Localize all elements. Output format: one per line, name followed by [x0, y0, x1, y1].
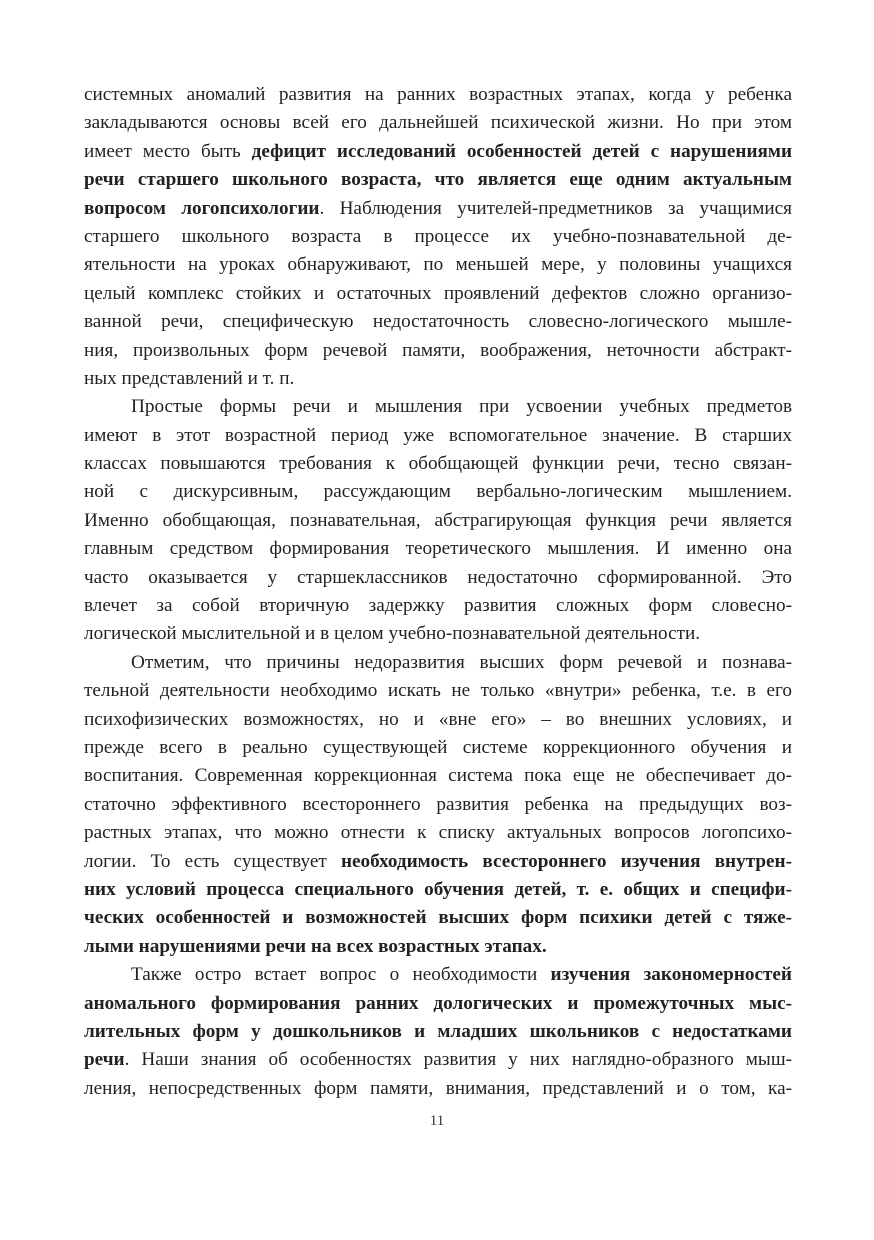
text-segment: ятельности на уроках обнаруживают, по меньшей мере, у половины учащихся [84, 254, 792, 276]
text-segment: растных этапах, что можно отнести к списку актуальных вопросов логопсихо- [84, 822, 792, 844]
text-segment: классах повышаются требования к обобщающей функции речи, тесно связан- [84, 453, 792, 475]
bold-text-segment: дефицит исследований особенностей детей с нарушениями [251, 140, 793, 162]
page-number: 11 [429, 1113, 445, 1129]
text-segment: логии. То есть существует [84, 850, 341, 872]
text-segment: статочно эффективного всестороннего развития ребенка на предыдущих воз- [84, 793, 792, 815]
text-line [84, 251, 792, 279]
text-line [84, 706, 792, 734]
text-segment: закладываются основы всей его дальнейшей психической жизни. Но при этом [84, 112, 792, 134]
text-line [84, 109, 792, 137]
bold-text-segment: лыми нарушениями речи на всех возрастных этапах. [84, 935, 547, 957]
text-line [84, 677, 792, 705]
text-line [84, 81, 792, 109]
text-segment: психофизических возможностях, но и «вне его» – во внешних условиях, и [84, 708, 792, 730]
text-segment: целый комплекс стойких и остаточных проявлений дефектов сложно организо- [84, 282, 792, 304]
bold-text-segment: вопросом логопсихологии [84, 197, 320, 219]
text-line [84, 1075, 792, 1103]
text-line [84, 564, 792, 592]
bold-text-segment: ческих особенностей и возможностей высших форм психики детей с тяже- [84, 907, 792, 929]
text-line [84, 308, 792, 336]
text-line [84, 620, 792, 648]
text-line [84, 478, 792, 506]
text-line [84, 904, 792, 932]
text-line [84, 848, 792, 876]
text-segment: прежде всего в реально существующей системе коррекционного обучения и [84, 736, 792, 758]
text-segment: . Наблюдения учителей-предметников за учащимися [319, 197, 792, 219]
text-segment: воспитания. Современная коррекционная система пока еще не обеспечивает до- [84, 765, 792, 787]
text-line [84, 1046, 792, 1074]
text-line [84, 592, 792, 620]
text-segment: часто оказывается у старшеклассников недостаточно сформированной. Это [84, 566, 792, 588]
text-line [84, 1018, 792, 1046]
bold-text-segment: изучения закономерностей [550, 964, 792, 986]
text-line [84, 791, 792, 819]
text-line [84, 450, 792, 478]
bold-text-segment: лительных форм у дошкольников и младших школьников с недостатками [84, 1020, 792, 1042]
text-segment: ной с дискурсивным, рассуждающим вербально-логическим мышлением. [84, 481, 792, 503]
bold-text-segment: речи старшего школьного возраста, что является еще одним актуальным [84, 169, 792, 191]
text-line [84, 734, 792, 762]
text-line [84, 649, 792, 677]
text-segment: Отметим, что причины недоразвития высших форм речевой и познава- [131, 651, 792, 673]
text-line [84, 223, 792, 251]
text-line [84, 138, 792, 166]
text-segment: ванной речи, специфическую недостаточность словесно-логического мышле- [84, 311, 792, 333]
text-segment: Также остро встает вопрос о необходимости [131, 964, 551, 986]
text-segment: . Наши знания об особенностях развития у них наглядно-образного мыш- [124, 1049, 792, 1071]
text-line [84, 876, 792, 904]
text-line [84, 933, 792, 961]
text-segment: старшего школьного возраста в процессе их учебно-познавательной де- [84, 225, 792, 247]
text-segment: имеют в этот возрастной период уже вспомогательное значение. В старших [84, 424, 792, 446]
bold-text-segment: речи [84, 1049, 125, 1071]
text-line [84, 422, 792, 450]
text-segment: системных аномалий развития на ранних возрастных этапах, когда у ребенка [84, 84, 792, 105]
bold-text-segment: аномального формирования ранних дологических и промежуточных мыс- [84, 992, 792, 1014]
text-segment: ных представлений и т. п. [84, 367, 295, 389]
text-segment: влечет за собой вторичную задержку развития сложных форм словесно- [84, 595, 792, 617]
text-line [84, 393, 792, 421]
text-segment: Простые формы речи и мышления при усвоении учебных предметов [131, 396, 792, 418]
text-line [84, 280, 792, 308]
text-segment: имеет место быть [84, 140, 252, 162]
text-line [84, 535, 792, 563]
text-line [84, 507, 792, 535]
text-segment: ния, произвольных форм речевой памяти, воображения, неточности абстракт- [84, 339, 792, 361]
text-line [84, 819, 792, 847]
body-text [84, 81, 792, 1103]
text-line [84, 762, 792, 790]
text-line [84, 337, 792, 365]
text-segment: Именно обобщающая, познавательная, абстрагирующая функция речи является [84, 509, 792, 531]
text-line [84, 195, 792, 223]
text-segment: логической мыслительной и в целом учебно-познавательной деятельности. [84, 623, 701, 645]
text-segment: главным средством формирования теоретического мышления. И именно она [84, 538, 792, 560]
bold-text-segment: них условий процесса специального обучения детей, т. е. общих и специфи- [84, 878, 792, 900]
bold-text-segment: необходимость всестороннего изучения внутрен- [340, 850, 792, 872]
text-segment: тельной деятельности необходимо искать не только «внутри» ребенка, т.е. в его [84, 680, 792, 702]
text-line [84, 166, 792, 194]
text-line [84, 990, 792, 1018]
text-line [84, 365, 792, 393]
text-line [84, 961, 792, 989]
text-segment: ления, непосредственных форм памяти, внимания, представлений и о том, ка- [84, 1077, 792, 1099]
